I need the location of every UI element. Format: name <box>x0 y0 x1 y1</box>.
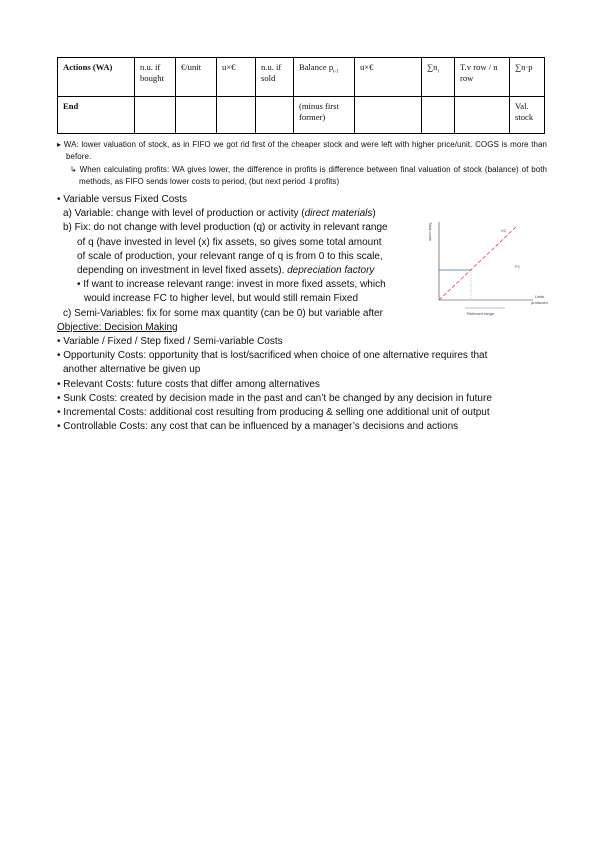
arrow-bullet-icon: ▸ <box>57 140 62 149</box>
table-end-row <box>58 97 545 134</box>
table-cell: u×€ <box>217 58 256 97</box>
return-arrow-icon: ↳ <box>70 165 77 175</box>
list-item: • Controllable Costs: any cost that can be influenced by a manager’s decisions and actions <box>57 421 459 433</box>
table-cell: Actions (WA) <box>58 58 135 97</box>
weighted-average-table <box>57 57 545 134</box>
graph-line2-label: FC <box>515 264 521 269</box>
graph-x-label-bottom: produced <box>531 300 548 305</box>
table-cell: €/unit <box>176 58 217 97</box>
table-cell <box>455 97 510 134</box>
list-item: • Opportunity Costs: opportunity that is lost/sacrificed when choice of one alternative requires that <box>57 350 488 362</box>
objective-heading: Objective: Decision Making <box>57 321 178 333</box>
item-variable: a) Variable: change with level of production or activity (direct materials) <box>63 208 376 220</box>
graph-range-label: Relevant range <box>467 311 495 316</box>
table-cell: u×€ <box>355 58 422 97</box>
table-cell: Balance $p_{t-1}$ <box>294 58 355 97</box>
table-cell: Val. stock <box>510 97 545 134</box>
table-cell <box>176 97 217 134</box>
list-item: • Sunk Costs: created by decision made in the past and can’t be changed by any decision in future <box>57 392 492 404</box>
cost-behaviour-graph <box>425 218 557 322</box>
graph-line1-label: VC <box>501 228 507 233</box>
table-cell: n.u. if sold <box>256 58 294 97</box>
list-item: • Incremental Costs: additional cost resulting from producing & selling one additional unit of output <box>57 407 490 419</box>
table-cell <box>217 97 256 134</box>
table-cell: ∑n·p <box>510 58 545 97</box>
item-fix-line: of scale of production, your relevant range of q is from 0 to this scale, <box>77 250 383 262</box>
list-item-continued: another alternative be given up <box>63 364 201 376</box>
note-wa-valuation: ▸ WA: lower valuation of stock, as in FIFO we got rid first of the cheaper stock and were left with higher price/unit. COGS is more than before. <box>57 140 547 161</box>
item-fix-line: depending on investment in level fixed assets). depreciation factory <box>77 265 375 277</box>
table-cell <box>135 97 176 134</box>
section-heading: • Variable versus Fixed Costs <box>57 194 188 205</box>
table-cell: $\sum n_i$ <box>422 58 455 97</box>
note-profits: ↳ When calculating profits: WA gives lower, the difference in profits is difference between final valuation of stock (balance) of both methods, as FIFO sends lower costs to period, (but next period ⇓profits) <box>70 165 547 186</box>
sub-bullet: • If want to increase relevant range: invest in more fixed assets, which <box>77 279 386 291</box>
graph-y-label: Total costs <box>428 222 433 241</box>
table-cell <box>422 97 455 134</box>
graph-variable-cost-line <box>439 226 517 300</box>
table-cell: End <box>58 97 135 134</box>
graph-x-label-top: Units <box>535 294 545 299</box>
list-item: • Variable / Fixed / Step fixed / Semi-variable Costs <box>57 336 283 348</box>
table-cell: n.u. if bought <box>135 58 176 97</box>
item-fix-line: of q (have invested in level (x) fix assets, so gives some total amount <box>77 236 382 248</box>
item-semi-variable: c) Semi-Variables: fix for some max quantity (can be 0) but variable after <box>63 307 383 319</box>
item-fix-line: b) Fix: do not change with level production (q) or activity in relevant range <box>63 222 388 234</box>
list-item: • Relevant Costs: future costs that differ among alternatives <box>57 378 320 390</box>
sub-bullet-continued: would increase FC to higher level, but would still remain Fixed <box>84 293 359 305</box>
table-cell <box>256 97 294 134</box>
wa-notes <box>57 139 547 187</box>
table-cell <box>355 97 422 134</box>
table-cell: (minus first former) <box>294 97 355 134</box>
table-header-row <box>58 58 545 97</box>
table-cell: T.v row / n row <box>455 58 510 97</box>
